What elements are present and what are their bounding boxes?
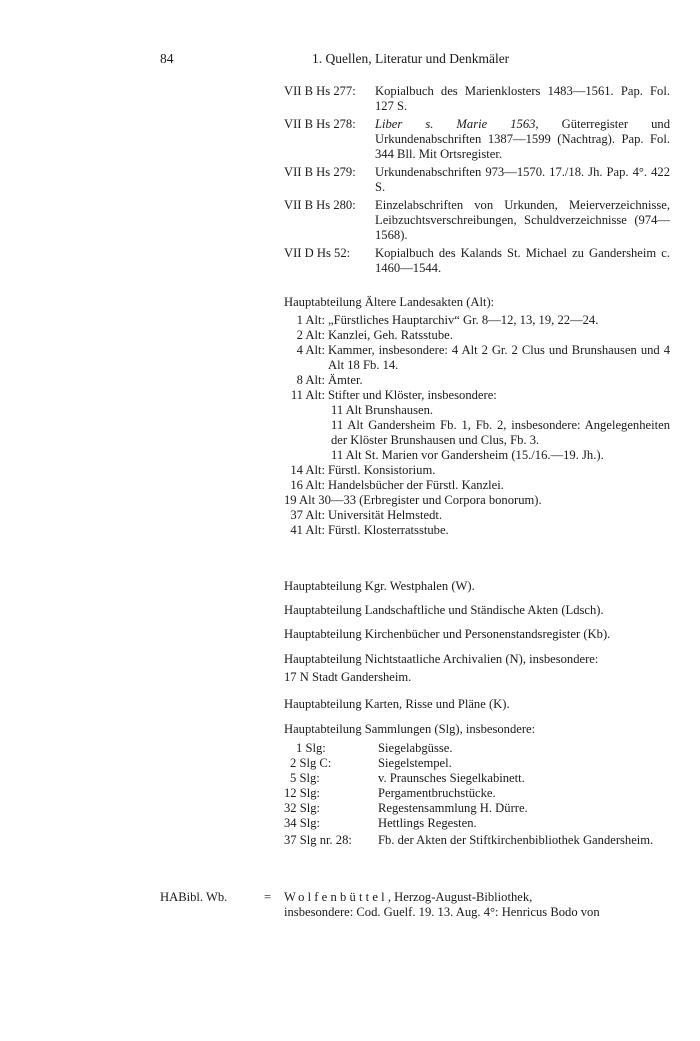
slg-signature: 2 Slg C: [290, 756, 332, 770]
slg-description: Siegelabgüsse. [378, 741, 453, 755]
alt-sub-entry: 11 Alt Gandersheim Fb. 1, Fb. 2, insbesondere: Angelegenheiten der Klöster Brunshausen und Clus, Fb. 3. [331, 418, 670, 447]
running-title: 1. Quellen, Literatur und Denkmäler [312, 51, 510, 66]
manuscript-signature: VII D Hs 52: [284, 246, 351, 260]
habibl-equals: = [264, 890, 272, 904]
alt-entry [284, 343, 670, 373]
manuscript-description: Einzelabschriften von Urkunden, Meierverzeichnisse, Leibzuchtsverschreibungen, Schuldverzeichnisse (974—1568). [375, 198, 670, 242]
alt-number: 37 Alt: [290, 508, 325, 522]
manuscript-description: Liber s. Marie 1563, Güterregister und Urkundenabschriften 1387—1599 (Nachtrag). Pap. Fol. 344 Bll. Mit Ortsregister. [375, 117, 671, 161]
slg-description: Pergamentbruchstücke. [378, 786, 496, 800]
alt-text: Fürstl. Konsistorium. [328, 463, 436, 477]
slg-entry [284, 801, 670, 816]
alt-number: 41 Alt: [290, 523, 325, 537]
slg-entry [284, 771, 670, 786]
slg-entry [284, 756, 670, 771]
manuscript-list [284, 84, 670, 279]
alt-number: 19 Alt 30—33 [284, 493, 357, 507]
manuscript-signature: VII B Hs 279: [284, 165, 356, 179]
manuscript-description: Kopialbuch des Marienklosters 1483—1561. Pap. Fol. 127 S. [375, 84, 670, 113]
alt-heading: Hauptabteilung Ältere Landesakten (Alt): [284, 295, 495, 309]
alt-entry [284, 313, 670, 328]
alt-text: Handelsbücher der Fürstl. Kanzlei. [328, 478, 504, 492]
manuscript-entry [284, 84, 670, 114]
page-number: 84 [160, 51, 174, 66]
department-line: Hauptabteilung Landschaftliche und Ständische Akten (Ldsch). [284, 603, 604, 617]
manuscript-entry [284, 165, 670, 195]
alt-text: Kammer, insbesondere: 4 Alt 2 Gr. 2 Clus und Brunshausen und 4 Alt 18 Fb. 14. [328, 343, 670, 372]
manuscript-description: Kopialbuch des Kalands St. Michael zu Gandersheim c. 1460—1544. [375, 246, 670, 275]
slg-entry [284, 816, 670, 831]
slg-entry [284, 833, 670, 848]
alt-number: 8 Alt: [296, 373, 325, 387]
department-line: Hauptabteilung Kirchenbücher und Personenstandsregister (Kb). [284, 627, 611, 641]
slg-entry [284, 741, 670, 756]
alt-text: Kanzlei, Geh. Ratsstube. [328, 328, 453, 342]
manuscript-entry [284, 198, 670, 243]
manuscript-description: Urkundenabschriften 973—1570. 17./18. Jh. Pap. 4°. 422 S. [375, 165, 670, 194]
alt-number: 14 Alt: [290, 463, 325, 477]
slg-signature: 32 Slg: [284, 801, 321, 815]
alt-entry [284, 493, 670, 508]
slg-list [284, 741, 670, 848]
alt-entry [284, 478, 670, 493]
department-line: Hauptabteilung Karten, Risse und Pläne (K). [284, 697, 510, 711]
alt-entry [284, 328, 670, 343]
department-sub-line: 17 N Stadt Gandersheim. [284, 670, 412, 684]
department-kirchenbuecher [284, 627, 670, 642]
department-line: Hauptabteilung Kgr. Westphalen (W). [284, 579, 475, 593]
habibl-abbreviation: HABibl. Wb. [160, 890, 228, 904]
alt-number: 2 Alt: [296, 328, 325, 342]
manuscript-signature: VII B Hs 277: [284, 84, 356, 98]
department-landschaft [284, 603, 670, 618]
manuscript-entry [284, 117, 670, 162]
alt-entry [284, 508, 670, 523]
slg-section [284, 722, 670, 848]
slg-signature: 5 Slg: [290, 771, 320, 785]
alt-text: Universität Helmstedt. [328, 508, 443, 522]
habibl-line-1 [284, 890, 670, 905]
habibl-place: Wolfenbüttel [284, 890, 388, 904]
slg-description: Fb. der Akten der Stiftkirchenbibliothek Gandersheim. [378, 833, 654, 847]
alt-number: 4 Alt: [296, 343, 325, 357]
alt-text: (Erbregister und Corpora bonorum). [359, 493, 542, 507]
habibl-line-2: insbesondere: Cod. Guelf. 19. 13. Aug. 4°: Henricus Bodo von [284, 905, 600, 919]
alt-entry [284, 373, 670, 388]
slg-description: Regestensammlung H. Dürre. [378, 801, 528, 815]
habibl-body [284, 890, 670, 920]
alt-sub-entry: 11 Alt St. Marien vor Gandersheim (15./16.—19. Jh.). [331, 448, 604, 462]
alt-sub-entry: 11 Alt Brunshausen. [331, 403, 434, 417]
alt-number: 1 Alt: [296, 313, 325, 327]
alt-list [284, 313, 670, 538]
department-westphalen [284, 579, 670, 594]
department-line: Hauptabteilung Nichtstaatliche Archivalien (N), insbesondere: [284, 652, 599, 666]
slg-signature: 34 Slg: [284, 816, 321, 830]
alt-text: Ämter. [328, 373, 363, 387]
manuscript-signature: VII B Hs 278: [284, 117, 356, 131]
habibl-place-rest: , Herzog-August-Bibliothek, [387, 890, 533, 904]
manuscript-signature: VII B Hs 280: [284, 198, 356, 212]
slg-signature: 1 Slg: [296, 741, 326, 755]
alt-text: „Fürstliches Hauptarchiv“ Gr. 8—12, 13, 19, 22—24. [328, 313, 599, 327]
alt-text: Fürstl. Klosterratsstube. [328, 523, 449, 537]
alt-entry [284, 523, 670, 538]
alt-entry [284, 463, 670, 478]
alt-text: Stifter und Klöster, insbesondere: [328, 388, 497, 402]
alt-section [284, 295, 670, 538]
slg-signature: 12 Slg: [284, 786, 321, 800]
manuscript-entry [284, 246, 670, 276]
slg-signature: 37 Slg nr. 28: [284, 833, 352, 847]
department-nichtstaatlich [284, 652, 670, 685]
alt-entry [284, 388, 670, 403]
department-karten [284, 697, 670, 712]
alt-number: 11 Alt: [290, 388, 325, 402]
slg-description: v. Praunsches Siegelkabinett. [378, 771, 525, 785]
alt-number: 16 Alt: [290, 478, 325, 492]
slg-description: Siegelstempel. [378, 756, 452, 770]
slg-entry [284, 786, 670, 801]
slg-heading: Hauptabteilung Sammlungen (Slg), insbesondere: [284, 722, 536, 736]
slg-description: Hettlings Regesten. [378, 816, 477, 830]
